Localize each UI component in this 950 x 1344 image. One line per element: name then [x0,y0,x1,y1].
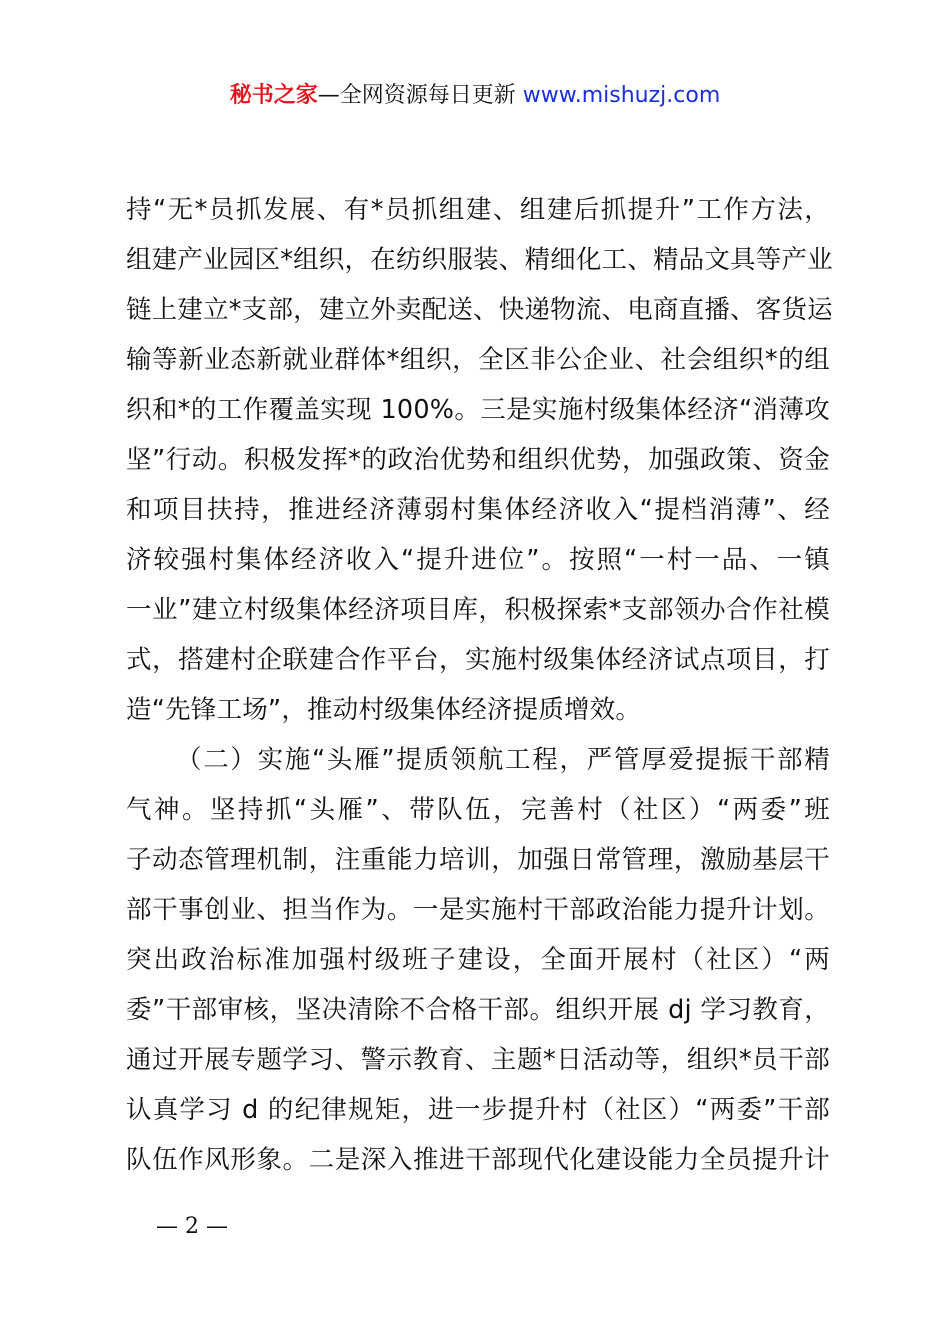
text-line: 造“先锋工场”，推动村级集体经济提质增效。 [126,695,642,725]
text-line: 气神。坚持抓“头雁”、带队伍，完善村（社区）“两委”班 [126,795,830,825]
text-line: 子动态管理机制，注重能力培训，加强日常管理，激励基层干 [126,845,830,875]
text-line: 委”干部审核，坚决清除不合格干部。组织开展 dj 学习教育， [126,995,830,1025]
text-line: 济较强村集体经济收入“提升进位”。按照“一村一品、一镇 [126,545,830,575]
text-line: 一业”建立村级集体经济项目库，积极探索*支部领办合作社模 [126,595,830,625]
site-url[interactable]: www.mishuzj.com [522,83,721,108]
text-line: 织和*的工作覆盖实现 100%。三是实施村级集体经济“消薄攻 [126,395,830,425]
section-heading-line: （二）实施“头雁”提质领航工程，严管厚爱提振干部精 [176,745,830,775]
text-line: 组建产业园区*组织，在纺织服装、精细化工、精品文具等产业 [126,245,833,275]
header-tagline: —全网资源每日更新 [317,83,523,108]
text-line: 和项目扶持，推进经济薄弱村集体经济收入“提档消薄”、经 [126,495,830,525]
page-header [0,80,950,112]
text-line: 坚”行动。积极发挥*的政治优势和组织优势，加强政策、资金 [126,445,830,475]
page-number: — 2 — [156,1214,228,1239]
text-line: 队伍作风形象。二是深入推进干部现代化建设能力全员提升计 [126,1145,830,1175]
text-line: 认真学习 d 的纪律规矩，进一步提升村（社区）“两委”干部 [126,1095,830,1125]
text-line: 突出政治标准加强村级班子建设，全面开展村（社区）“两 [126,945,830,975]
text-line: 持“无*员抓发展、有*员抓组建、组建后抓提升”工作方法， [126,195,830,225]
text-line: 部干事创业、担当作为。一是实施村干部政治能力提升计划。 [126,895,830,925]
body-text [126,185,833,1185]
brand-name: 秘书之家 [229,83,318,108]
text-line: 式，搭建村企联建合作平台，实施村级集体经济试点项目，打 [126,645,830,675]
text-line: 输等新业态新就业群体*组织，全区非公企业、社会组织*的组 [126,345,830,375]
text-line: 通过开展专题学习、警示教育、主题*日活动等，组织*员干部 [126,1045,830,1075]
text-line: 链上建立*支部，建立外卖配送、快递物流、电商直播、客货运 [126,295,833,325]
